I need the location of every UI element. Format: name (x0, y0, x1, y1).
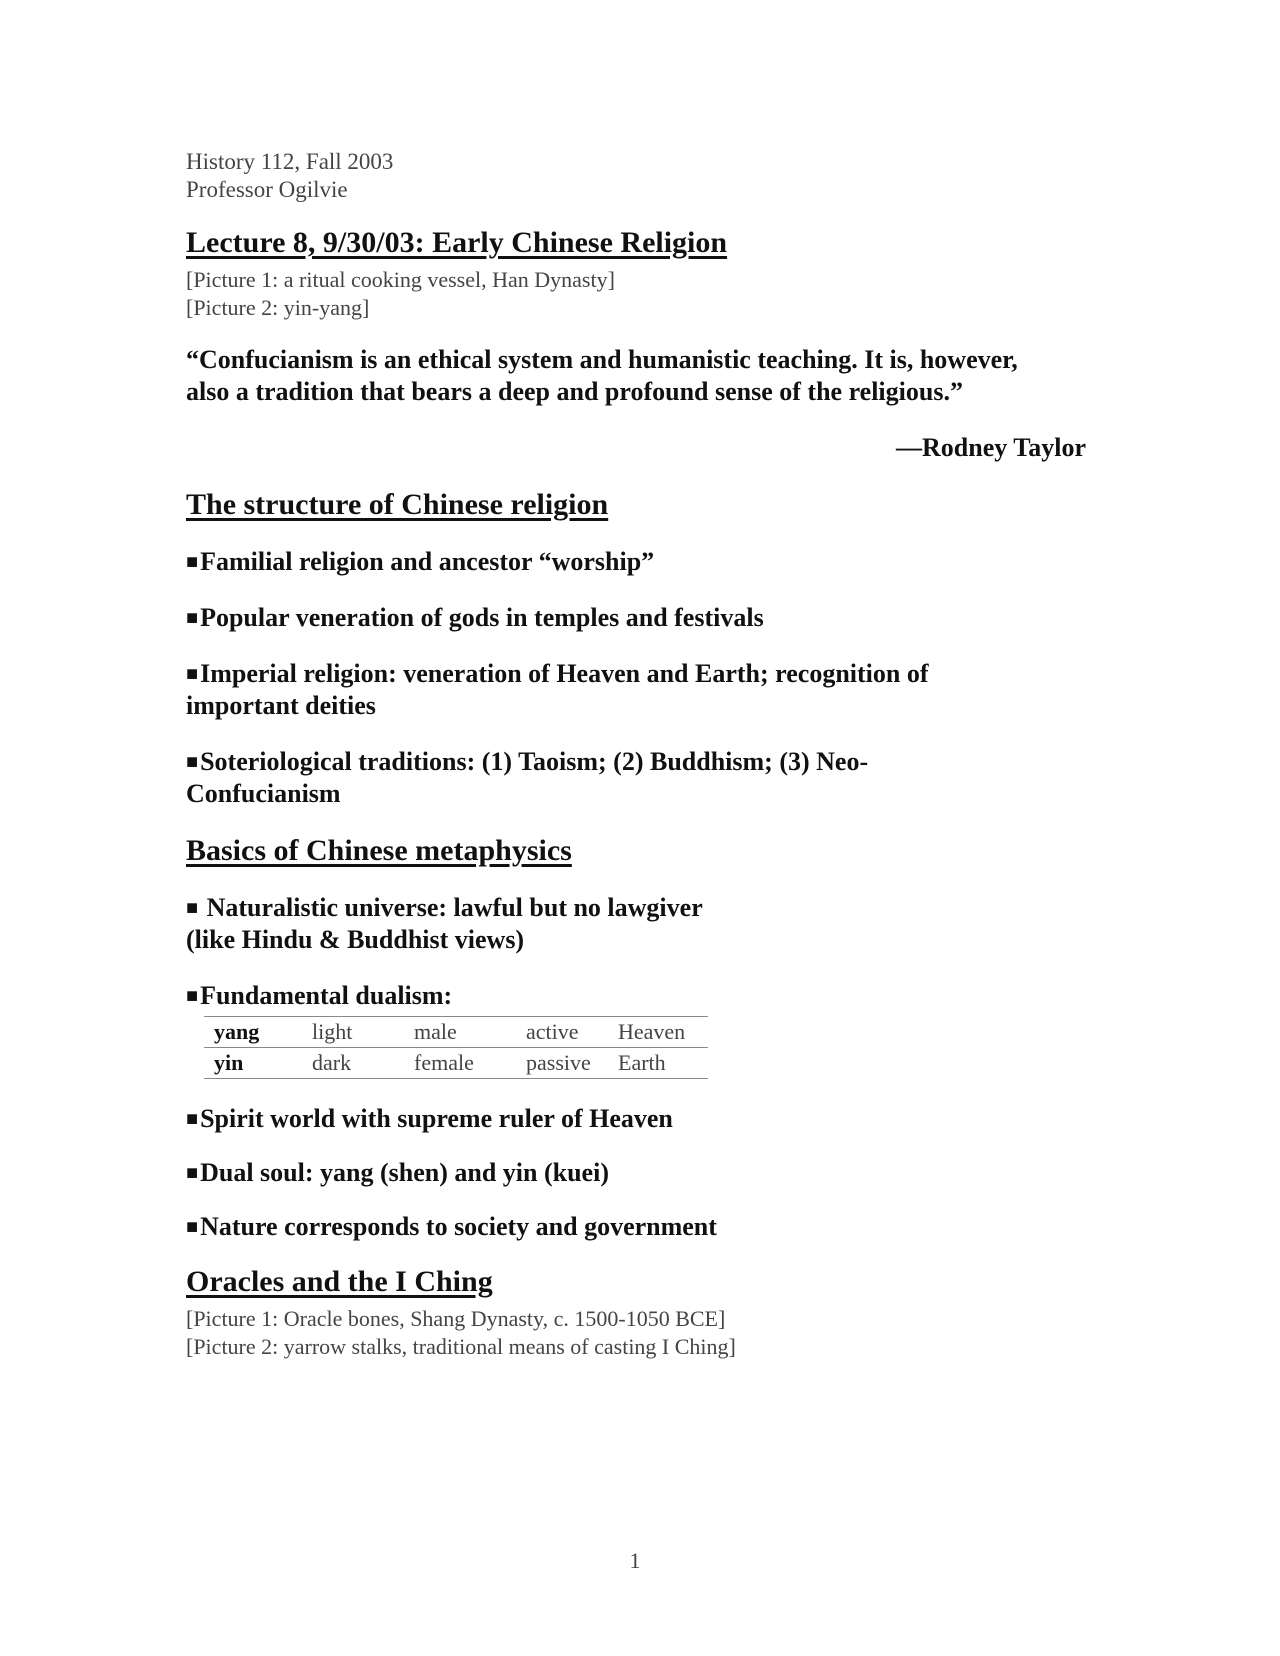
table-cell: dark (302, 1048, 404, 1079)
table-cell: Heaven (608, 1017, 708, 1048)
list-item-line: Naturalistic universe: lawful but no lawgiver (206, 893, 703, 922)
list-item-line: (like Hindu & Buddhist views) (186, 925, 525, 954)
course-line: History 112, Fall 2003 (186, 149, 394, 174)
picture-caption: [Picture 2: yin-yang] (186, 295, 370, 320)
table-cell: yang (204, 1017, 302, 1048)
page-number: 1 (629, 1548, 641, 1573)
list-item (186, 892, 1086, 956)
list-item: ■ Familial religion and ancestor “worship” (186, 546, 1086, 578)
table-row (204, 1048, 708, 1079)
table-cell: male (404, 1017, 516, 1048)
section-heading: Oracles and the I Ching (186, 1265, 493, 1298)
picture-caption: [Picture 1: a ritual cooking vessel, Han Dynasty] (186, 267, 615, 292)
intro-pictures (186, 266, 1086, 322)
lecture-title: Lecture 8, 9/30/03: Early Chinese Religion (186, 226, 728, 259)
table-cell: active (516, 1017, 608, 1048)
picture-caption: [Picture 2: yarrow stalks, traditional means of casting I Ching] (186, 1334, 736, 1359)
quote-attribution: —Rodney Taylor (896, 433, 1086, 462)
table-row (204, 1017, 708, 1048)
list-item: ■ Nature corresponds to society and government (186, 1211, 1086, 1243)
table-cell: Earth (608, 1048, 708, 1079)
quote-text: “Confucianism is an ethical system and humanistic teaching. It is, however, also a tradition that bears a deep and profound sense of the religious.” (186, 345, 1018, 406)
oracle-pictures (186, 1305, 1086, 1361)
list-item: ■ Popular veneration of gods in temples and festivals (186, 602, 1086, 634)
table-cell: female (404, 1048, 516, 1079)
section-heading: Basics of Chinese metaphysics (186, 834, 572, 867)
course-header (186, 148, 1086, 204)
list-item: ■ Soteriological traditions: (1) Taoism; (2) Buddhism; (3) Neo-Confucianism (186, 746, 946, 810)
picture-caption: [Picture 1: Oracle bones, Shang Dynasty, c. 1500-1050 BCE] (186, 1306, 726, 1331)
professor-line: Professor Ogilvie (186, 177, 348, 202)
dualism-table (204, 1016, 708, 1079)
document-page (186, 148, 1086, 1361)
section-heading: The structure of Chinese religion (186, 488, 609, 521)
table-cell: passive (516, 1048, 608, 1079)
list-item: ■ Fundamental dualism: (186, 980, 1086, 1012)
list-item: ■ Spirit world with supreme ruler of Heaven (186, 1103, 1086, 1135)
table-cell: light (302, 1017, 404, 1048)
table-cell: yin (204, 1048, 302, 1079)
list-item: ■ Imperial religion: veneration of Heaven and Earth; recognition of important deities (186, 658, 1026, 722)
list-item: ■ Dual soul: yang (shen) and yin (kuei) (186, 1157, 1086, 1189)
